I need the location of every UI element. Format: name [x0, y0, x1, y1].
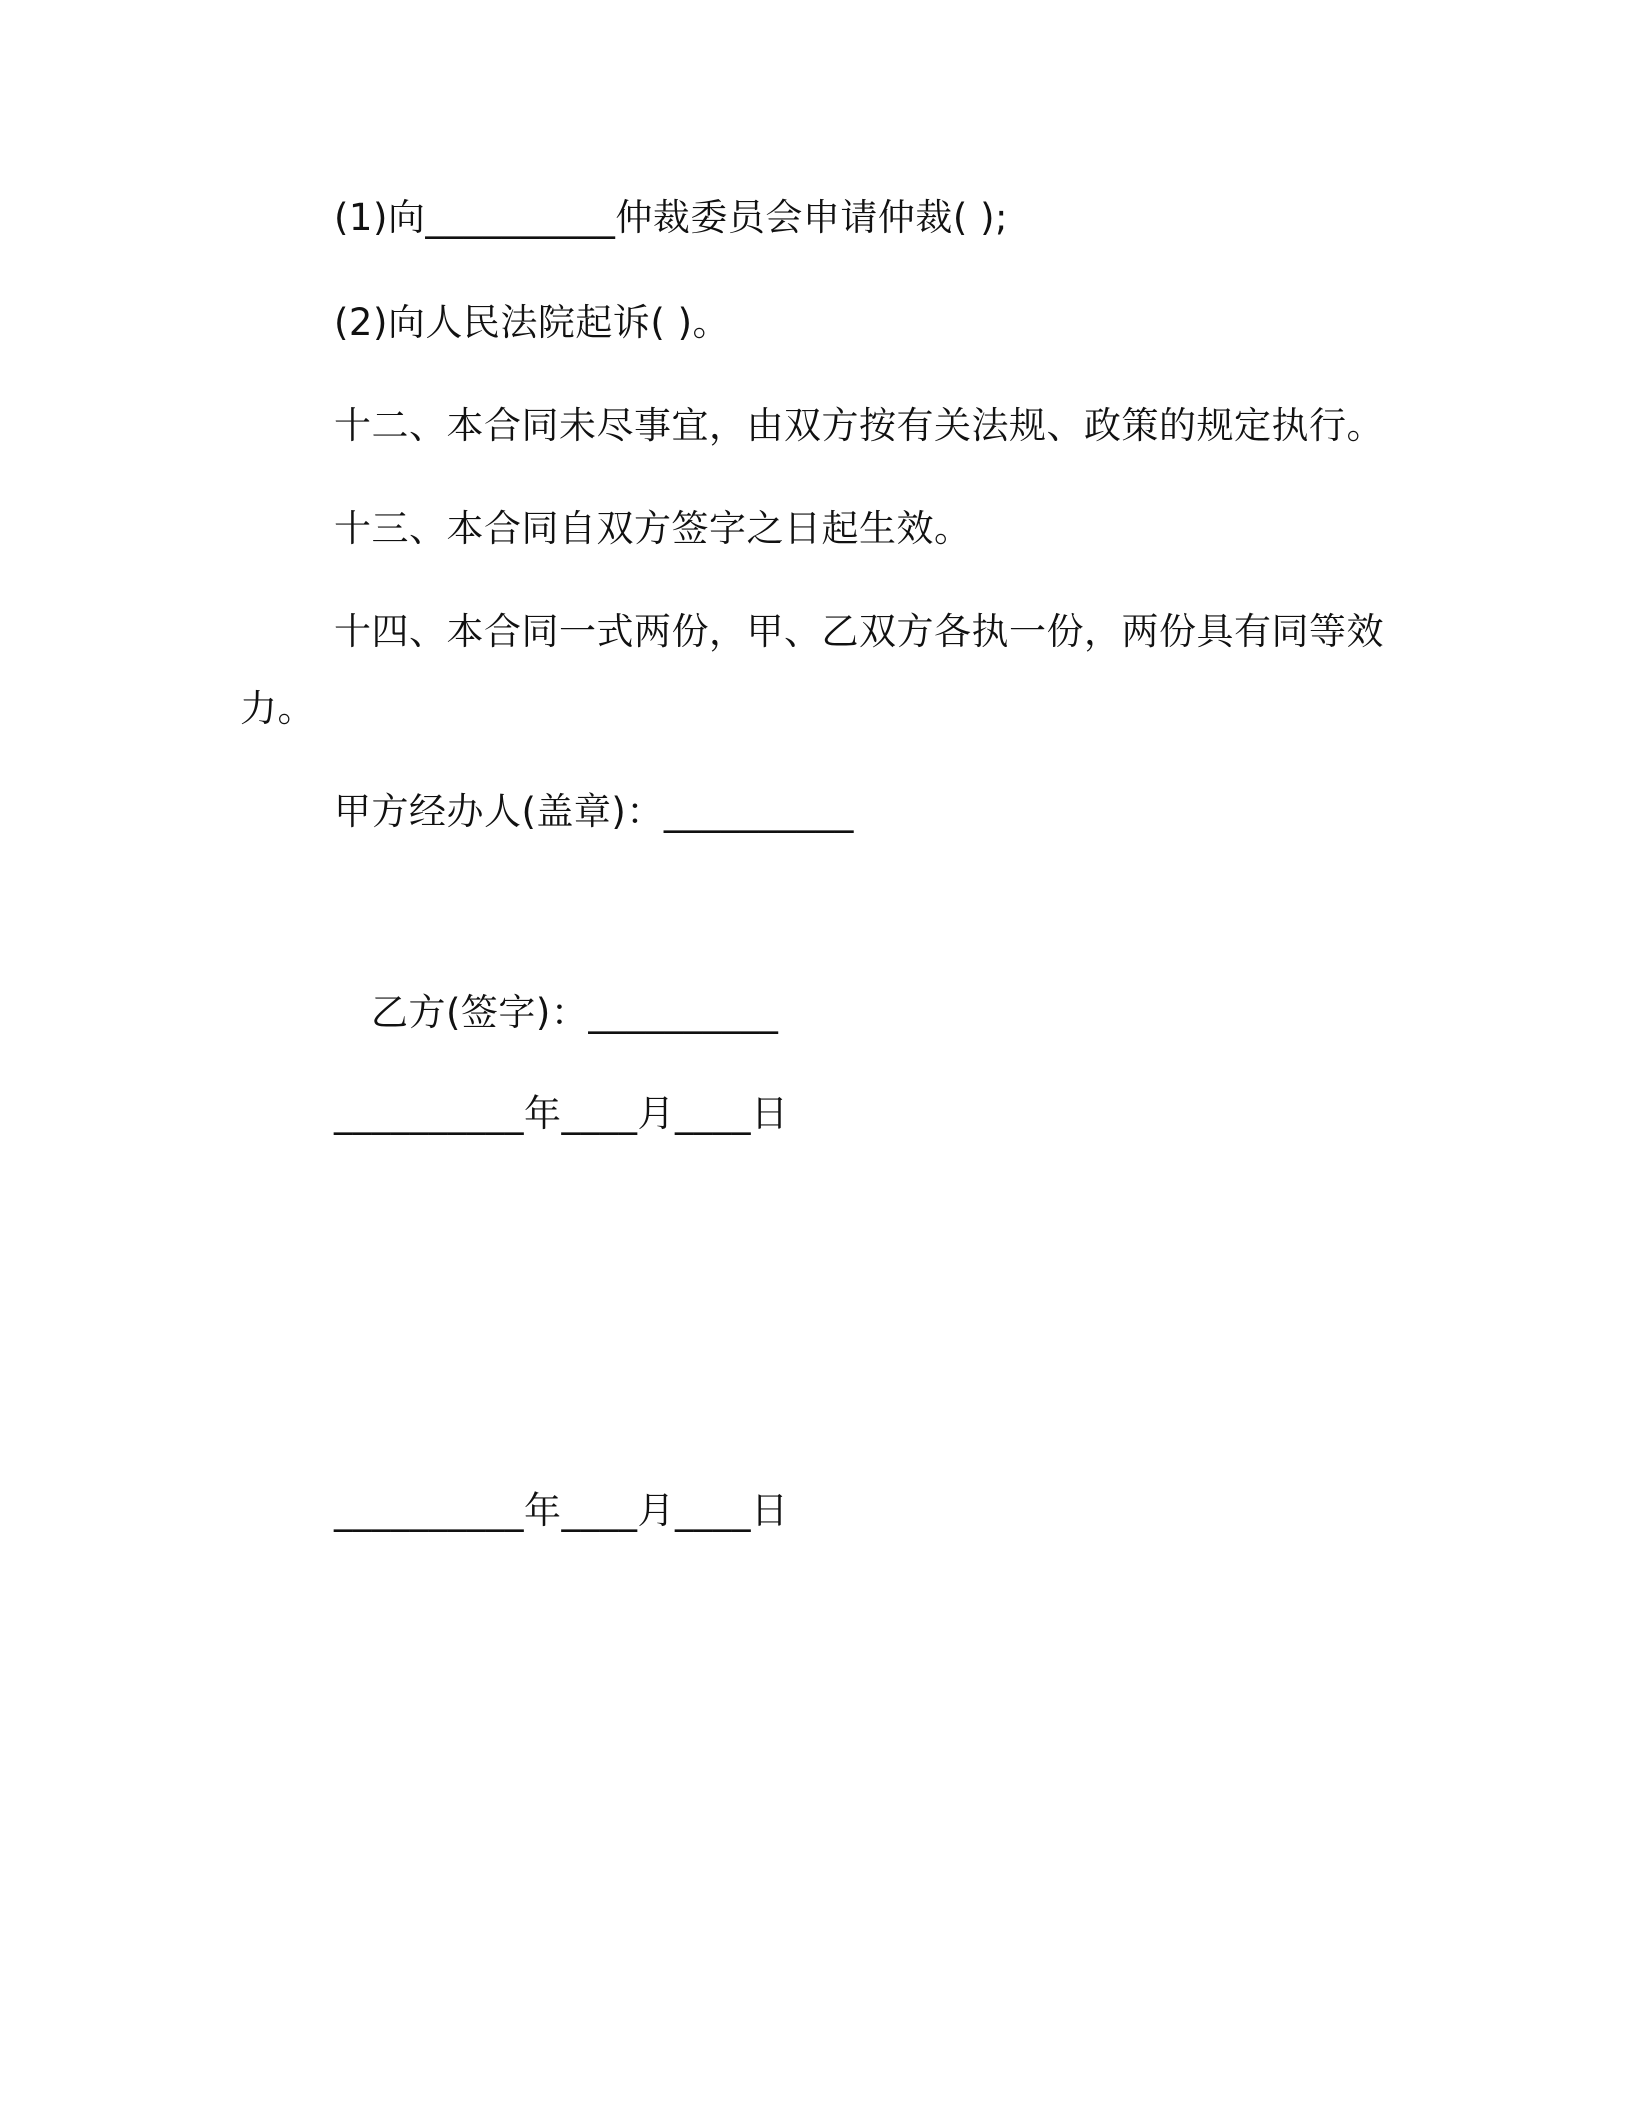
date-line-two: __________年____月____日 [334, 1489, 789, 1532]
arbitration-option-text: (1)向__________仲裁委员会申请仲裁( ); [334, 196, 1009, 239]
clause-fourteen-line-two: 力。 [240, 687, 315, 730]
party-b-signature-line: 乙方(签字)：__________ [371, 991, 779, 1034]
date-line-one: __________年____月____日 [334, 1092, 789, 1135]
clause-thirteen: 十三、本合同自双方签字之日起生效。 [334, 507, 972, 550]
clause-twelve: 十二、本合同未尽事宜，由双方按有关法规、政策的规定执行。 [334, 404, 1384, 447]
clause-fourteen-line-one: 十四、本合同一式两份，甲、乙双方各执一份，两份具有同等效 [334, 610, 1384, 653]
party-a-signature-line: 甲方经办人(盖章)：__________ [334, 790, 854, 833]
lawsuit-option-text: (2)向人民法院起诉( )。 [334, 301, 731, 344]
